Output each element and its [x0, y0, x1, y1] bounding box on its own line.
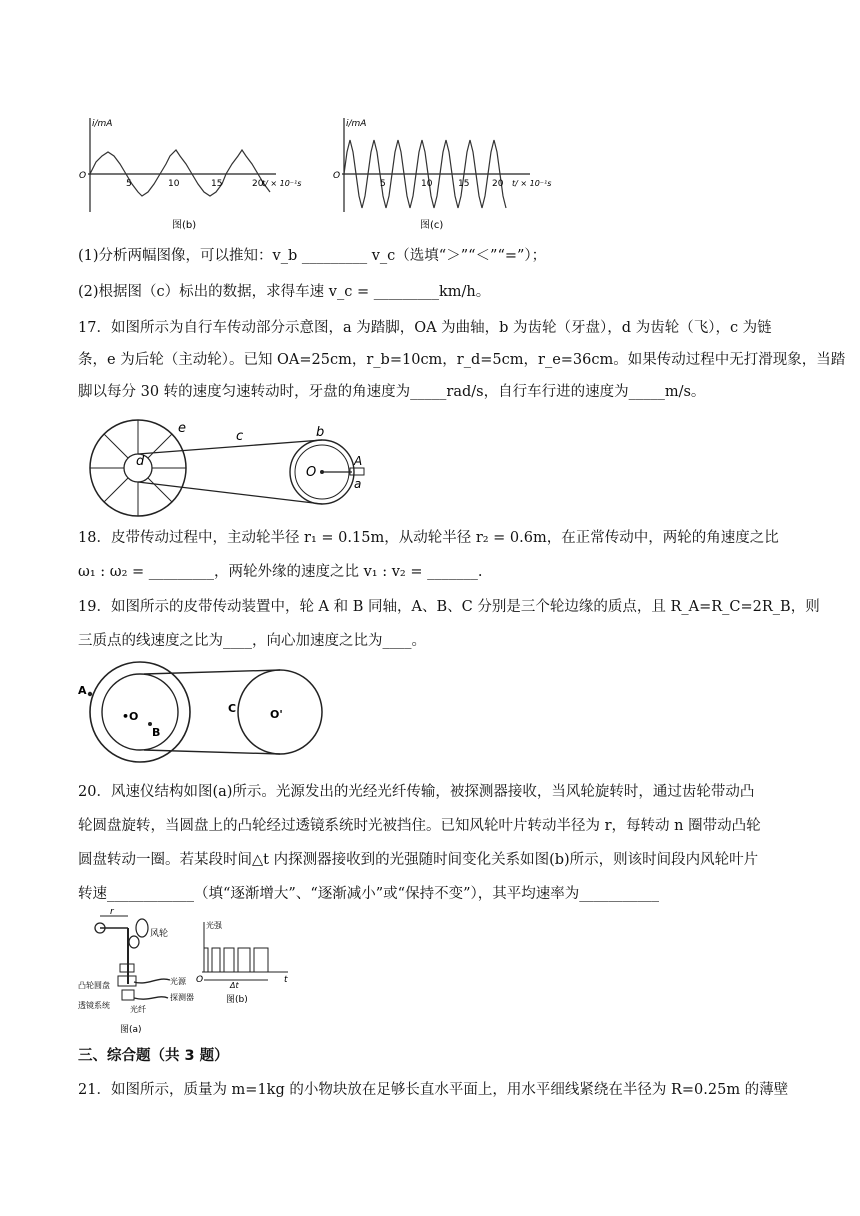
anemometer-label-lens: 透镜系统	[78, 1001, 110, 1010]
q17-line-1: 17．如图所示为自行车传动部分示意图，a 为踏脚，OA 为曲轴，b 为齿轮（牙盘），d 为齿轮（飞），c 为链	[78, 320, 772, 336]
q19-line-1: 19．如图所示的皮带传动装置中，轮 A 和 B 同轴，A、B、C 分别是三个轮边缘的质点，且 R_A=R_C=2R_B，则	[78, 599, 820, 615]
q18-line-2: ω₁ : ω₂ = _________，两轮外缘的速度之比 v₁ : v₂ = _______.	[78, 564, 483, 580]
anemometer-label-wheel: 风轮	[150, 929, 169, 939]
q21-line-1: 21．如图所示，质量为 m=1kg 的小物块放在足够长直水平面上，用水平细线紧绕在半径为 R=0.25m 的薄壁	[78, 1082, 789, 1098]
graph-b-tick: 10	[168, 179, 180, 189]
graph-c-tick: 15	[458, 179, 470, 189]
belt-label-c: C	[228, 702, 237, 715]
graph-c-caption: 图(c)	[420, 220, 444, 231]
bike-label-a-upper: A	[354, 454, 363, 468]
q16-line-2: (2)根据图（c）标出的数据，求得车速 v_c = _________km/h。	[78, 284, 491, 300]
bike-label-d: d	[136, 454, 145, 469]
light-caption-b: 图(b)	[226, 995, 248, 1005]
graph-c-tick: 20	[492, 179, 504, 189]
anemometer-label-detector: 探测器	[170, 993, 194, 1002]
bike-label-o: O	[306, 465, 317, 480]
figure-bike-transmission	[84, 418, 384, 518]
q19-line-2: 三质点的线速度之比为____，向心加速度之比为____。	[78, 633, 426, 649]
graph-c-tick: 10	[421, 179, 433, 189]
section-heading: 三、综合题（共 3 题）	[78, 1048, 229, 1064]
bike-label-a-lower: a	[354, 477, 362, 491]
belt-label-o: •O	[122, 710, 139, 723]
anemometer-label-cam: 凸轮圆盘	[78, 981, 110, 990]
graph-c-svg	[330, 112, 570, 234]
graph-b-tick: 5	[126, 179, 132, 189]
figure-light-intensity	[196, 918, 296, 1010]
q20-line-1: 20．风速仪结构如图(a)所示。光源发出的光经光纤传输，被探测器接收，当风轮旋转时，通过齿轮带动凸	[78, 784, 755, 800]
graph-b-xaxis: t/ × 10⁻¹s	[262, 179, 302, 188]
anemometer-label-fiber: 光纤	[130, 1005, 146, 1014]
bike-label-b: b	[316, 425, 325, 440]
graph-c-origin: O	[333, 171, 341, 181]
figure-graph-b	[76, 112, 316, 234]
anemometer-label-r: r	[110, 907, 114, 917]
graph-b-tick: 20	[252, 179, 264, 189]
belt-svg	[78, 660, 338, 764]
graph-c-xaxis: t/ × 10⁻¹s	[512, 179, 552, 188]
graph-b-caption: 图(b)	[172, 220, 197, 231]
graph-b-origin: O	[79, 171, 87, 181]
belt-label-a: A	[78, 684, 87, 697]
q18-line-1: 18．皮带传动过程中，主动轮半径 r₁ = 0.15m，从动轮半径 r₂ = 0.6m，在正常传动中，两轮的角速度之比	[78, 530, 779, 546]
q16-line-1: (1)分析两幅图像，可以推知：v_b _________ v_c（选填“＞”“＜”“=”）；	[78, 248, 547, 264]
light-label-origin: O	[196, 975, 204, 985]
belt-label-o2: O'	[270, 708, 283, 721]
bike-svg	[84, 418, 384, 518]
anemometer-caption-a: 图(a)	[120, 1025, 142, 1035]
graph-b-svg	[76, 112, 316, 234]
graph-c-yaxis: i/mA	[346, 119, 367, 129]
graph-b-yaxis: i/mA	[92, 119, 113, 129]
belt-label-b: B	[152, 726, 161, 739]
light-intensity-svg	[196, 918, 296, 1010]
light-label-dt: Δt	[230, 981, 239, 990]
q20-line-3: 圆盘转动一圈。若某段时间△t 内探测器接收到的光强随时间变化关系如图(b)所示，则该时间段内风轮叶片	[78, 852, 759, 868]
light-label-t: t	[284, 975, 288, 985]
q17-line-3: 脚以每分 30 转的速度匀速转动时，牙盘的角速度为_____rad/s，自行车行进的速度为_____m/s。	[78, 384, 706, 400]
q20-line-4: 转速____________（填“逐渐增大”、“逐渐减小”或“保持不变”），其平均速率为___________	[78, 886, 659, 902]
graph-c-tick: 5	[380, 179, 386, 189]
bike-label-e: e	[178, 421, 186, 436]
light-label-intensity: 光强	[206, 921, 222, 930]
figure-graph-c	[330, 112, 570, 234]
anemometer-label-source: 光源	[170, 977, 186, 986]
bike-label-c: c	[236, 429, 244, 444]
graph-b-tick: 15	[211, 179, 223, 189]
q17-line-2: 条，e 为后轮（主动轮）。已知 OA=25cm，r_b=10cm，r_d=5cm，r_e=36cm。如果传动过程中无打滑现象，当踏	[78, 352, 846, 368]
q20-line-2: 轮圆盘旋转，当圆盘上的凸轮经过透镜系统时光被挡住。已知风轮叶片转动半径为 r，每转动 n 圈带动凸轮	[78, 818, 761, 834]
figure-belt-drive	[78, 660, 338, 764]
